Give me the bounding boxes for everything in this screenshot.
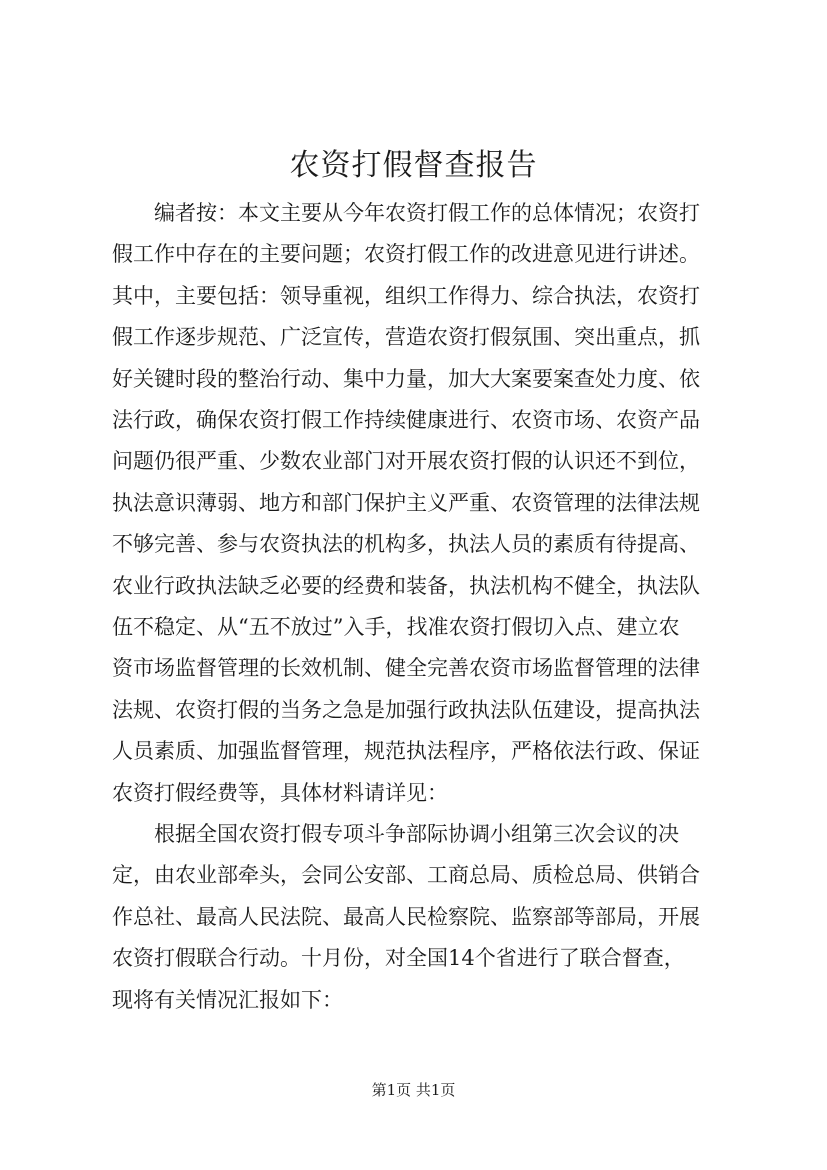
text-line: 其中，主要包括：领导重视，组织工作得力、综合执法，农资打 — [112, 283, 700, 308]
text-line: 问题仍很严重、少数农业部门对开展农资打假的认识还不到位， — [112, 449, 700, 474]
text-line: 假工作中存在的主要问题；农资打假工作的改进意见进行讲述。 — [112, 242, 700, 267]
text-line: 资市场监督管理的长效机制、健全完善农资市场监督管理的法律 — [112, 656, 700, 681]
text-line: 人员素质、加强监督管理，规范执法程序，严格依法行政、保证 — [112, 739, 700, 764]
text-line: 不够完善、参与农资执法的机构多，执法人员的素质有待提高、 — [112, 532, 700, 557]
document-title: 农资打假督查报告 — [289, 148, 538, 183]
text-line: 伍不稳定、从“五不放过”入手，找准农资打假切入点、建立农 — [112, 615, 680, 640]
text-line: 作总社、最高人民法院、最高人民检察院、监察部等部局，开展 — [112, 904, 700, 929]
text-line: 根据全国农资打假专项斗争部际协调小组第三次会议的决 — [154, 822, 679, 846]
text-line: 法规、农资打假的当务之急是加强行政执法队伍建设，提高执法 — [112, 697, 700, 722]
text-line: 现将有关情况汇报如下： — [112, 987, 343, 1012]
body-paragraph — [112, 814, 732, 1021]
text-line: 好关键时段的整治行动、集中力量，加大大案要案查处力度、依 — [112, 366, 700, 391]
editor-note-paragraph — [112, 193, 732, 814]
text-line: 编者按：本文主要从今年农资打假工作的总体情况；农资打 — [154, 201, 700, 225]
text-line: 农业行政执法缺乏必要的经费和装备，执法机构不健全，执法队 — [112, 573, 700, 598]
text-line: 农资打假经费等，具体材料请详见： — [112, 780, 448, 805]
text-line: 法行政，确保农资打假工作持续健康进行、农资市场、农资产品 — [112, 408, 700, 433]
text-line: 农资打假联合行动。十月份，对全国14个省进行了联合督查， — [112, 946, 685, 971]
page-footer: 第1页 共1页 — [371, 1081, 456, 1099]
text-line: 执法意识薄弱、地方和部门保护主义严重、农资管理的法律法规 — [112, 490, 700, 515]
text-line: 假工作逐步规范、广泛宣传，营造农资打假氛围、突出重点，抓 — [112, 325, 700, 350]
text-line: 定，由农业部牵头，会同公安部、工商总局、质检总局、供销合 — [112, 863, 700, 888]
